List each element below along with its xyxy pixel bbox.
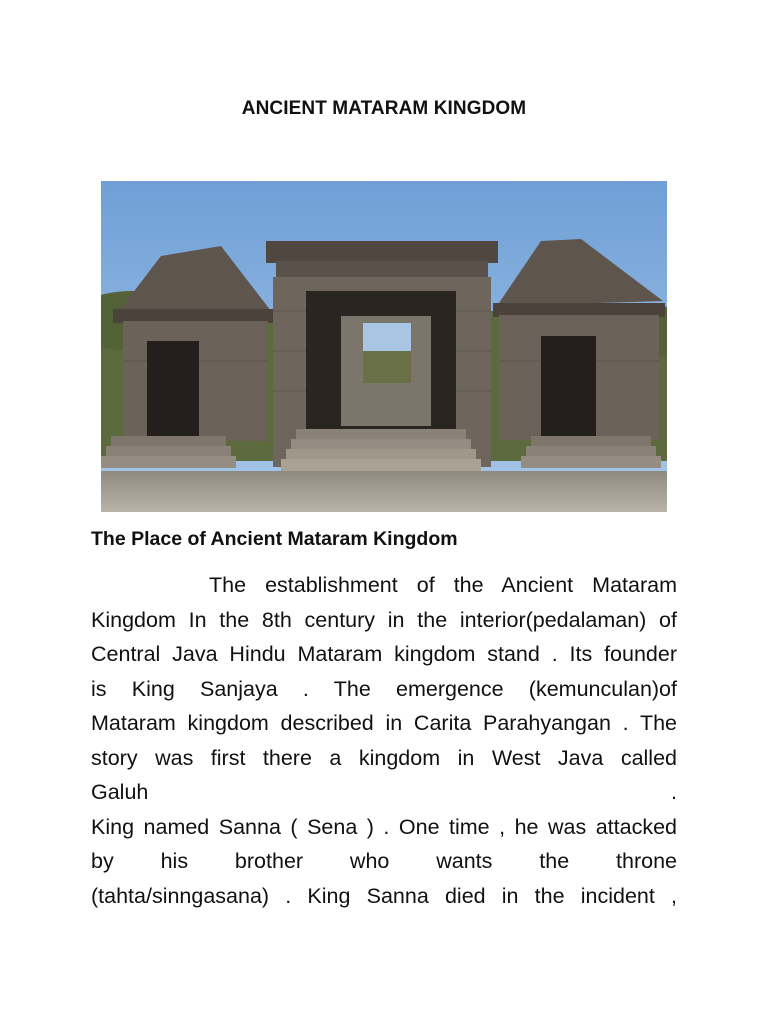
paragraph-line: Galuh . [91,780,677,804]
paragraph-line: King named Sanna ( Sena ) . One time , he was attacked [91,814,677,839]
temple-gate-photo [101,181,667,512]
paragraph-line: Kingdom In the 8th century in the interior(pedalaman) of [91,607,677,632]
paragraph-line: is King Sanjaya . The emergence (kemunculan)of [91,676,677,701]
paragraph-line: by his brother who wants the throne [91,849,677,873]
body-paragraph [91,568,677,913]
paragraph-line: Mataram kingdom described in Carita Parahyangan . The [91,711,677,735]
paragraph-line: The establishment of the Ancient Mataram [209,573,677,597]
paragraph-line: Central Java Hindu Mataram kingdom stand . Its founder [91,642,677,666]
section-heading: The Place of Ancient Mataram Kingdom [91,528,458,550]
paragraph-line: story was first there a kingdom in West Java called [91,745,677,770]
document-title: ANCIENT MATARAM KINGDOM [241,98,527,119]
paragraph-line: (tahta/sinngasana) . King Sanna died in the incident , [91,883,677,908]
